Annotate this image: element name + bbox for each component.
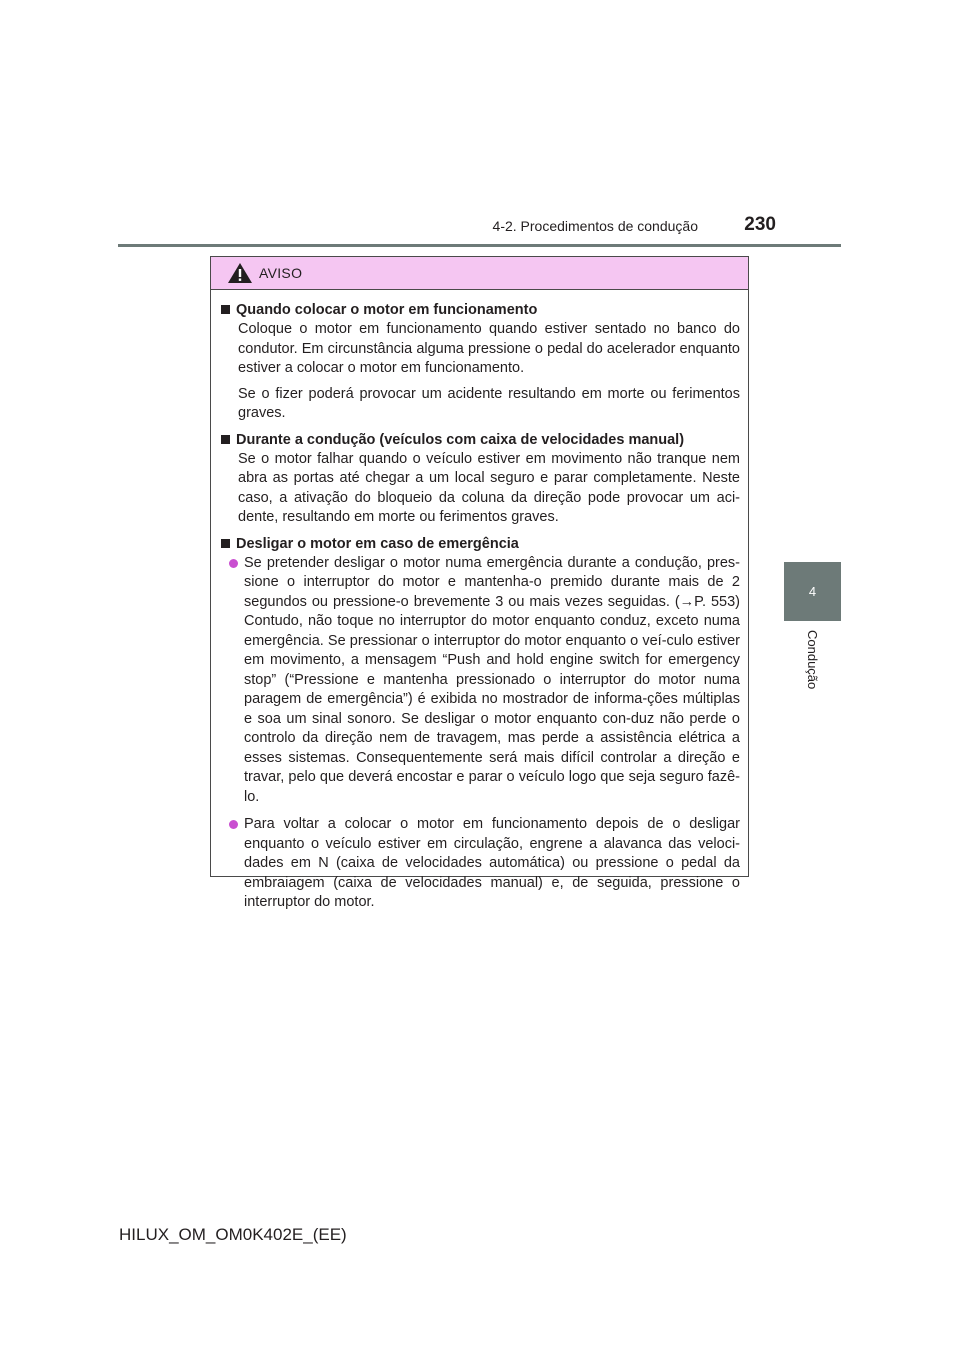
bullet-text: Para voltar a colocar o motor em funcionamento depois de o desligar enquanto o veículo estiver em circulação, engrene a alavanca das veloci-dades em N (caixa de velocidades automática) ou pressione o pedal da embraiagem (caixa de velocidades manual) e, de seguida, pressione o interruptor do motor. [244, 816, 740, 910]
warning-box [210, 256, 749, 910]
round-bullet-icon [229, 820, 238, 829]
section-heading [219, 534, 740, 554]
chapter-tab [784, 562, 841, 621]
section-emergency-stop [219, 534, 740, 913]
bullet-text: Se pretender desligar o motor numa emergência durante a condução, pres-sione o interruptor do motor e mantenha-o premido durante mais de 2 segundos ou pressione-o brevemente 3 ou mais vezes seguidas. (→P. 553) Contudo, não toque no interruptor do motor enquanto conduz, exceto numa emergência. Se pressionar o interruptor do motor enquanto o veí-culo estiver em movimento, a mensagem “Push and hold engine switch for emergency stop” (“Pressione e mantenha pressionado o interruptor do motor numa paragem de emergência”) é exibida no mostrador de informa-ções múltiplas e soa um sinal sonoro. Se desligar o motor enquanto con-duz não perde o controlo da direção nem de travagem, mas perde a assistência elétrica a esses sistemas. Consequentemente será mais difícil controlar a direção e travar, pelo que deverá encostar e parar o veículo logo que seja seguro fazê-lo. [244, 554, 740, 805]
paragraph: Se o motor falhar quando o veículo estiver em movimento não tranque nem abra as portas até chegar a um local seguro e parar completamente. Neste caso, a ativação do bloqueio da coluna da direção pode provocar um aci-dente, resultando em morte ou ferimentos graves. [238, 450, 740, 525]
header-divider [118, 244, 841, 247]
round-bullet-icon [229, 559, 238, 568]
list-item [226, 815, 740, 913]
list-item [226, 554, 740, 808]
section-engine-start [219, 300, 740, 424]
warning-title: AVISO [259, 265, 303, 281]
paragraph: Coloque o motor em funcionamento quando estiver sentado no banco do condutor. Em circunstância alguma pressione o pedal do acelerador enquanto estiver a colocar o motor em funcionamento. [238, 321, 740, 376]
chapter-label [784, 622, 841, 702]
section-driving-manual [219, 430, 740, 528]
square-bullet-icon [221, 305, 230, 314]
document-code: HILUX_OM_OM0K402E_(EE) [119, 1225, 347, 1244]
section-heading [219, 300, 740, 320]
section-heading-text: Durante a condução (veículos com caixa de velocidades manual) [236, 431, 685, 448]
section-heading [219, 430, 740, 450]
square-bullet-icon [221, 539, 230, 548]
page-number: 230 [744, 214, 776, 235]
warning-body [211, 290, 748, 913]
section-heading-text: Desligar o motor em caso de emergência [236, 535, 519, 552]
section-heading-text: Quando colocar o motor em funcionamento [236, 302, 538, 318]
chapter-label-text: Condução [805, 630, 820, 690]
square-bullet-icon [221, 435, 230, 444]
warning-triangle-icon [227, 262, 253, 284]
warning-header [211, 257, 748, 290]
paragraph: Se o fizer poderá provocar um acidente resultando em morte ou ferimentos graves. [238, 385, 740, 421]
chapter-number: 4 [808, 584, 817, 599]
section-title: 4-2. Procedimentos de condução [492, 218, 698, 234]
